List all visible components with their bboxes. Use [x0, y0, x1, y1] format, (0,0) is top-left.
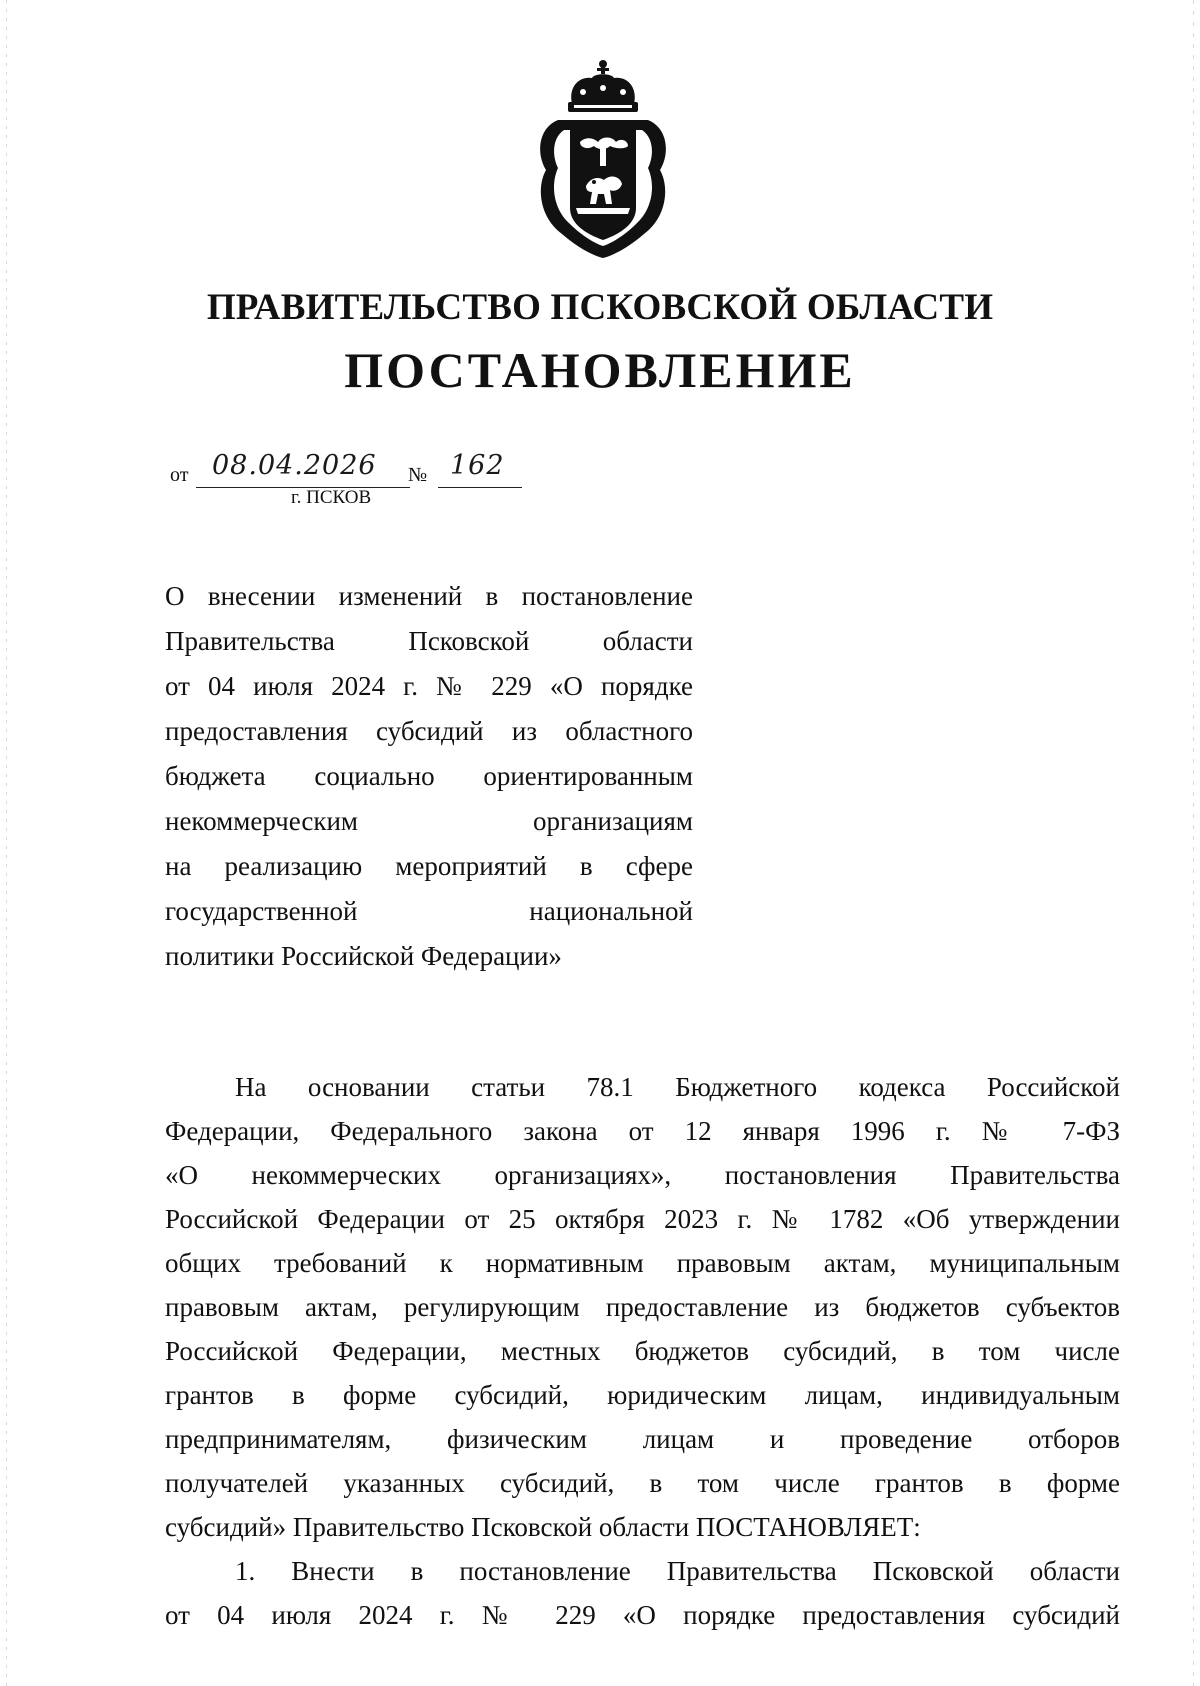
pskov-oblast-coat-of-arms-icon [528, 58, 678, 258]
body-line: Федерации, Федерального закона от 12 января 1996 г. № 7-ФЗ [165, 1116, 1120, 1146]
body-line: получателей указанных субсидий, в том числе грантов в форме [165, 1468, 1120, 1498]
subject-line: государственной национальной [165, 896, 693, 926]
document-number: 162 [450, 450, 505, 481]
subject-line: политики Российской Федерации» [165, 941, 562, 971]
body-line: 1. Внести в постановление Правительства Псковской области [235, 1556, 1120, 1586]
body-line: На основании статьи 78.1 Бюджетного кодекса Российской [235, 1072, 1120, 1102]
city-label: г. ПСКОВ [291, 487, 372, 508]
document-type: ПОСТАНОВЛЕНИЕ [344, 342, 856, 398]
subject-line: некоммерческим организациям [165, 806, 693, 836]
body-line: субсидий» Правительство Псковской области ПОСТАНОВЛЯЕТ: [165, 1512, 921, 1542]
subject-line: Правительства Псковской области [165, 626, 693, 656]
body-line: грантов в форме субсидий, юридическим лицам, индивидуальным [165, 1380, 1120, 1410]
from-label: от [170, 464, 189, 486]
body-line: «О некоммерческих организациях», постановления Правительства [165, 1160, 1120, 1190]
document-body [165, 1065, 1120, 1637]
document-subject [165, 574, 693, 979]
body-line: от 04 июля 2024 г. № 229 «О порядке предоставления субсидий [165, 1600, 1120, 1630]
body-line: Российской Федерации от 25 октября 2023 г. № 1782 «Об утверждении [165, 1204, 1120, 1234]
body-line: общих требований к нормативным правовым актам, муниципальным [165, 1248, 1120, 1278]
number-underline [438, 487, 522, 488]
number-label: № [408, 464, 428, 486]
subject-line: бюджета социально ориентированным [165, 761, 693, 791]
government-title: ПРАВИТЕЛЬСТВО ПСКОВСКОЙ ОБЛАСТИ [206, 287, 994, 328]
scan-edge-right [1193, 0, 1194, 1686]
body-line: предпринимателям, физическим лицам и проведение отборов [165, 1424, 1120, 1454]
scan-edge-left [6, 0, 7, 1686]
body-line: Российской Федерации, местных бюджетов субсидий, в том числе [165, 1336, 1120, 1366]
body-line: правовым актам, регулирующим предоставление из бюджетов субъектов [165, 1292, 1120, 1322]
subject-line: О внесении изменений в постановление [165, 581, 693, 611]
subject-line: от 04 июля 2024 г. № 229 «О порядке [165, 671, 693, 701]
subject-line: на реализацию мероприятий в сфере [165, 851, 693, 881]
subject-line: предоставления субсидий из областного [165, 716, 693, 746]
document-date: 08.04.2026 [212, 450, 377, 481]
